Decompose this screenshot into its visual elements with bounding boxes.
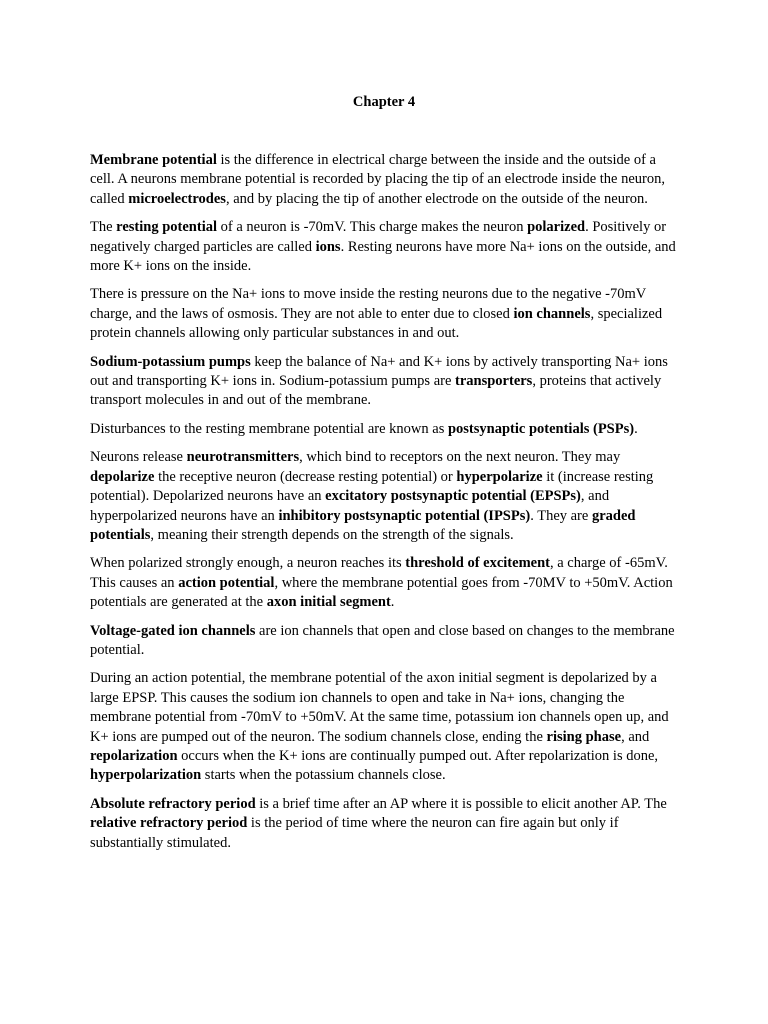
text-run: , and hyperpolarized neurons have an	[90, 488, 610, 524]
text-run: the receptive neuron (decrease resting potential) or	[154, 468, 457, 485]
bold-term: action potential	[178, 574, 275, 591]
text-run: , a charge of -65mV. This causes an	[90, 555, 668, 591]
bold-term: rising phase	[546, 728, 622, 745]
bold-term: graded potentials	[90, 507, 636, 543]
text-run: When polarized strongly enough, a neuron reaches its	[90, 555, 406, 572]
text-run: is a brief time after an AP where it is possible to elicit another AP. The	[255, 795, 667, 812]
bold-term: Voltage-gated ion channels	[90, 622, 256, 639]
paragraph	[90, 448, 680, 545]
bold-term: postsynaptic potentials (PSPs)	[447, 420, 635, 437]
text-run: Disturbances to the resting membrane potential are known as	[90, 420, 448, 437]
text-run: , proteins that actively transport molecules in and out of the membrane.	[90, 373, 662, 409]
bold-term: inhibitory postsynaptic potential (IPSPs)	[278, 507, 531, 524]
text-run: is the period of time where the neuron can fire again but only if substantially stimulated.	[90, 815, 619, 851]
bold-term: axon initial segment	[266, 594, 391, 611]
text-run: During an action potential, the membrane potential of the axon initial segment is depolarized by a large EPSP. This causes the sodium ion channels to open and take in Na+ ions, changing the membrane potential from -70mV to +50mV. At the same time, potassium ion channels open up, and K+ ions are pumped out of the neuron. The sodium channels close, ending the	[90, 670, 669, 745]
bold-term: threshold of excitement	[405, 555, 550, 572]
text-run: , and by placing the tip of another electrode on the outside of the neuron.	[225, 190, 648, 207]
bold-term: Membrane potential	[90, 152, 217, 168]
paragraph	[90, 669, 680, 785]
bold-term: Sodium-potassium pumps	[90, 353, 251, 370]
text-run: occurs when the K+ ions are continually pumped out. After repolarization is done,	[177, 747, 659, 764]
bold-term: neurotransmitters	[186, 449, 300, 466]
paragraph	[90, 420, 680, 439]
paragraph	[90, 795, 680, 853]
paragraph	[90, 554, 680, 612]
text-run: . Positively or negatively charged particles are called	[90, 219, 667, 255]
paragraph	[90, 218, 680, 276]
text-run: The	[90, 219, 117, 236]
text-run: . Resting neurons have more Na+ ions on the outside, and more K+ ions on the inside.	[90, 238, 676, 275]
text-run: .	[390, 594, 395, 611]
document-body	[90, 151, 680, 862]
text-run: , and	[621, 728, 650, 745]
text-run: There is pressure on the Na+ ions to move inside the resting neurons due to the negative -70mV charge, and the laws of osmosis. They are not able to enter due to closed	[90, 286, 646, 322]
chapter-title: Chapter 4	[352, 94, 416, 110]
bold-term: excitatory postsynaptic potential (EPSPs)	[325, 488, 581, 505]
bold-term: depolarize	[90, 468, 155, 485]
bold-term: resting potential	[116, 219, 217, 236]
text-run: are ion channels that open and close based on changes to the membrane potential.	[90, 622, 675, 658]
bold-term: transporters	[455, 373, 533, 390]
bold-term: hyperpolarization	[90, 767, 202, 784]
text-run: it (increase resting potential). Depolarized neurons have an	[90, 468, 654, 505]
bold-term: polarized	[527, 219, 586, 236]
bold-term: relative refractory period	[90, 815, 248, 832]
bold-term: ions	[315, 238, 341, 255]
bold-term: repolarization	[90, 747, 178, 764]
text-run: of a neuron is -70mV. This charge makes the neuron	[217, 219, 528, 236]
text-run: . They are	[530, 507, 592, 524]
text-run: .	[634, 420, 638, 437]
paragraph	[90, 353, 680, 411]
text-run: starts when the potassium channels close.	[201, 767, 446, 784]
bold-term: hyperpolarize	[456, 468, 543, 485]
paragraph	[90, 622, 680, 661]
text-run: keep the balance of Na+ and K+ ions by actively transporting Na+ ions out and transporting K+ ions in. Sodium-potassium pumps are	[90, 353, 668, 390]
bold-term: microelectrodes	[128, 190, 226, 207]
bold-term: ion channels	[513, 305, 591, 322]
paragraph	[90, 151, 680, 209]
text-run: , which bind to receptors on the next neuron. They may	[299, 449, 621, 466]
text-run: Neurons release	[90, 449, 187, 466]
text-run: , where the membrane potential goes from -70MV to +50mV. Action potentials are generated at the	[90, 574, 673, 611]
text-run: , meaning their strength depends on the strength of the signals.	[150, 526, 514, 543]
paragraph	[90, 285, 680, 343]
text-run: , specialized protein channels allowing only particular substances in and out.	[90, 305, 663, 342]
text-run: is the difference in electrical charge between the inside and the outside of a cell. A neurons membrane potential is recorded by placing the tip of an electrode inside the neuron, called	[90, 152, 665, 207]
bold-term: Absolute refractory period	[90, 795, 256, 812]
